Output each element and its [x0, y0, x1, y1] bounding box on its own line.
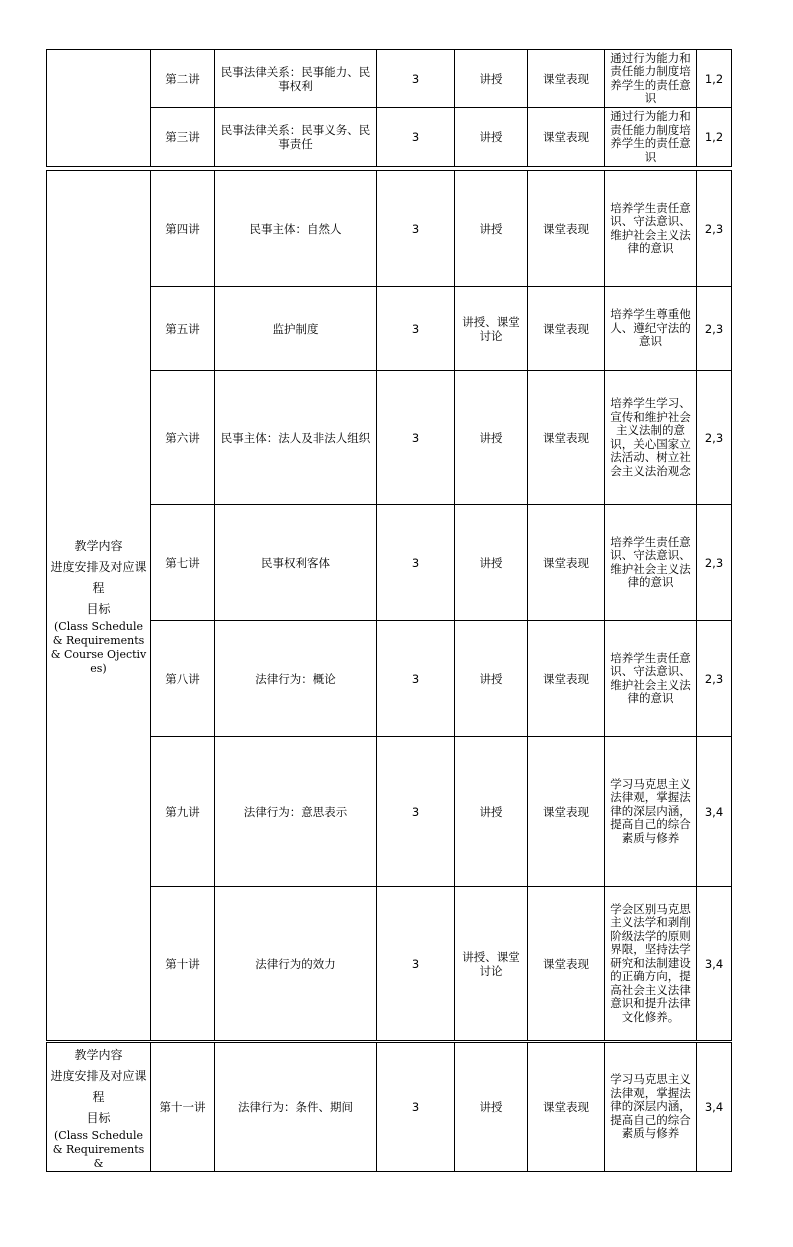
section-label-cell — [47, 171, 151, 1041]
goals-cell: 2,3 — [697, 371, 732, 505]
hours-cell: 3 — [377, 737, 455, 887]
goals-cell: 2,3 — [697, 621, 732, 737]
goals-cell: 1,2 — [697, 50, 732, 108]
hours-cell: 3 — [377, 287, 455, 371]
goals-cell: 3,4 — [697, 1043, 732, 1172]
schedule-table-part-1 — [46, 49, 732, 167]
topic-cell: 民事主体：法人及非法人组织 — [215, 371, 377, 505]
hours-cell: 3 — [377, 621, 455, 737]
topic-cell: 民事权利客体 — [215, 505, 377, 621]
assessment-cell: 课堂表现 — [528, 287, 605, 371]
objective-cell: 通过行为能力和责任能力制度培养学生的责任意识 — [605, 108, 697, 167]
assessment-cell: 课堂表现 — [528, 108, 605, 167]
topic-cell: 民事主体：自然人 — [215, 171, 377, 287]
topic-cell: 法律行为：概论 — [215, 621, 377, 737]
method-cell: 讲授 — [455, 371, 528, 505]
section-label-line2: 进度安排及对应课程 — [50, 559, 147, 595]
section-label-cell — [47, 1043, 151, 1172]
hours-cell: 3 — [377, 887, 455, 1041]
goals-cell: 3,4 — [697, 737, 732, 887]
assessment-cell: 课堂表现 — [528, 887, 605, 1041]
assessment-cell: 课堂表现 — [528, 1043, 605, 1172]
section-label-line1: 教学内容 — [74, 1048, 123, 1062]
objective-cell: 培养学生责任意识、守法意识、维护社会主义法律的意识 — [605, 171, 697, 287]
section-label-english: (Class Schedule & Requirements & Course Ojectives) — [50, 619, 147, 675]
section-label-line1: 教学内容 — [74, 538, 123, 553]
hours-cell: 3 — [377, 50, 455, 108]
lecture-cell: 第十讲 — [151, 887, 215, 1041]
lecture-cell: 第十一讲 — [151, 1043, 215, 1172]
section-label-line2: 进度安排及对应课程 — [50, 1069, 147, 1104]
section-label-english: (Class Schedule & Requirements & — [52, 1129, 145, 1170]
topic-cell: 法律行为：意思表示 — [215, 737, 377, 887]
objective-cell: 学习马克思主义法律观，掌握法律的深层内涵，提高自己的综合素质与修养 — [605, 737, 697, 887]
topic-cell: 监护制度 — [215, 287, 377, 371]
objective-cell: 学会区别马克思主义法学和剥削阶级法学的原则界限，坚持法学研究和法制建设的正确方向，提高社会主义法律意识和提升法律文化修养。 — [605, 887, 697, 1041]
section-label-line3: 目标 — [86, 1111, 111, 1125]
hours-cell: 3 — [377, 371, 455, 505]
topic-cell: 法律行为：条件、期间 — [215, 1043, 377, 1172]
lecture-cell: 第五讲 — [151, 287, 215, 371]
lecture-cell: 第二讲 — [151, 50, 215, 108]
method-cell: 讲授 — [455, 108, 528, 167]
method-cell: 讲授 — [455, 50, 528, 108]
assessment-cell: 课堂表现 — [528, 171, 605, 287]
lecture-cell: 第九讲 — [151, 737, 215, 887]
goals-cell: 2,3 — [697, 505, 732, 621]
method-cell: 讲授、课堂讨论 — [455, 887, 528, 1041]
schedule-table-part-2 — [46, 170, 732, 1041]
objective-cell: 培养学生学习、宣传和维护社会主义法制的意识，关心国家立法活动、树立社会主义法治观念 — [605, 371, 697, 505]
assessment-cell: 课堂表现 — [528, 371, 605, 505]
objective-cell: 通过行为能力和责任能力制度培养学生的责任意识 — [605, 50, 697, 108]
lecture-cell: 第三讲 — [151, 108, 215, 167]
schedule-table-part-3 — [46, 1042, 732, 1172]
lecture-cell: 第八讲 — [151, 621, 215, 737]
objective-cell: 培养学生责任意识、守法意识、维护社会主义法律的意识 — [605, 621, 697, 737]
method-cell: 讲授、课堂讨论 — [455, 287, 528, 371]
table-row — [47, 1043, 732, 1172]
section-label-cell-empty — [47, 50, 151, 167]
table-row — [47, 50, 732, 108]
assessment-cell: 课堂表现 — [528, 737, 605, 887]
topic-cell: 民事法律关系：民事能力、民事权利 — [215, 50, 377, 108]
lecture-cell: 第七讲 — [151, 505, 215, 621]
goals-cell: 1,2 — [697, 108, 732, 167]
hours-cell: 3 — [377, 505, 455, 621]
table-row — [47, 171, 732, 287]
objective-cell: 学习马克思主义法律观，掌握法律的深层内涵，提高自己的综合素质与修养 — [605, 1043, 697, 1172]
objective-cell: 培养学生责任意识、守法意识、维护社会主义法律的意识 — [605, 505, 697, 621]
method-cell: 讲授 — [455, 621, 528, 737]
hours-cell: 3 — [377, 171, 455, 287]
assessment-cell: 课堂表现 — [528, 505, 605, 621]
goals-cell: 2,3 — [697, 171, 732, 287]
method-cell: 讲授 — [455, 171, 528, 287]
hours-cell: 3 — [377, 1043, 455, 1172]
lecture-cell: 第四讲 — [151, 171, 215, 287]
section-label-line3: 目标 — [86, 601, 111, 616]
goals-cell: 3,4 — [697, 887, 732, 1041]
method-cell: 讲授 — [455, 737, 528, 887]
topic-cell: 民事法律关系：民事义务、民事责任 — [215, 108, 377, 167]
goals-cell: 2,3 — [697, 287, 732, 371]
hours-cell: 3 — [377, 108, 455, 167]
assessment-cell: 课堂表现 — [528, 50, 605, 108]
objective-cell: 培养学生尊重他人、遵纪守法的意识 — [605, 287, 697, 371]
topic-cell: 法律行为的效力 — [215, 887, 377, 1041]
method-cell: 讲授 — [455, 505, 528, 621]
lecture-cell: 第六讲 — [151, 371, 215, 505]
assessment-cell: 课堂表现 — [528, 621, 605, 737]
method-cell: 讲授 — [455, 1043, 528, 1172]
